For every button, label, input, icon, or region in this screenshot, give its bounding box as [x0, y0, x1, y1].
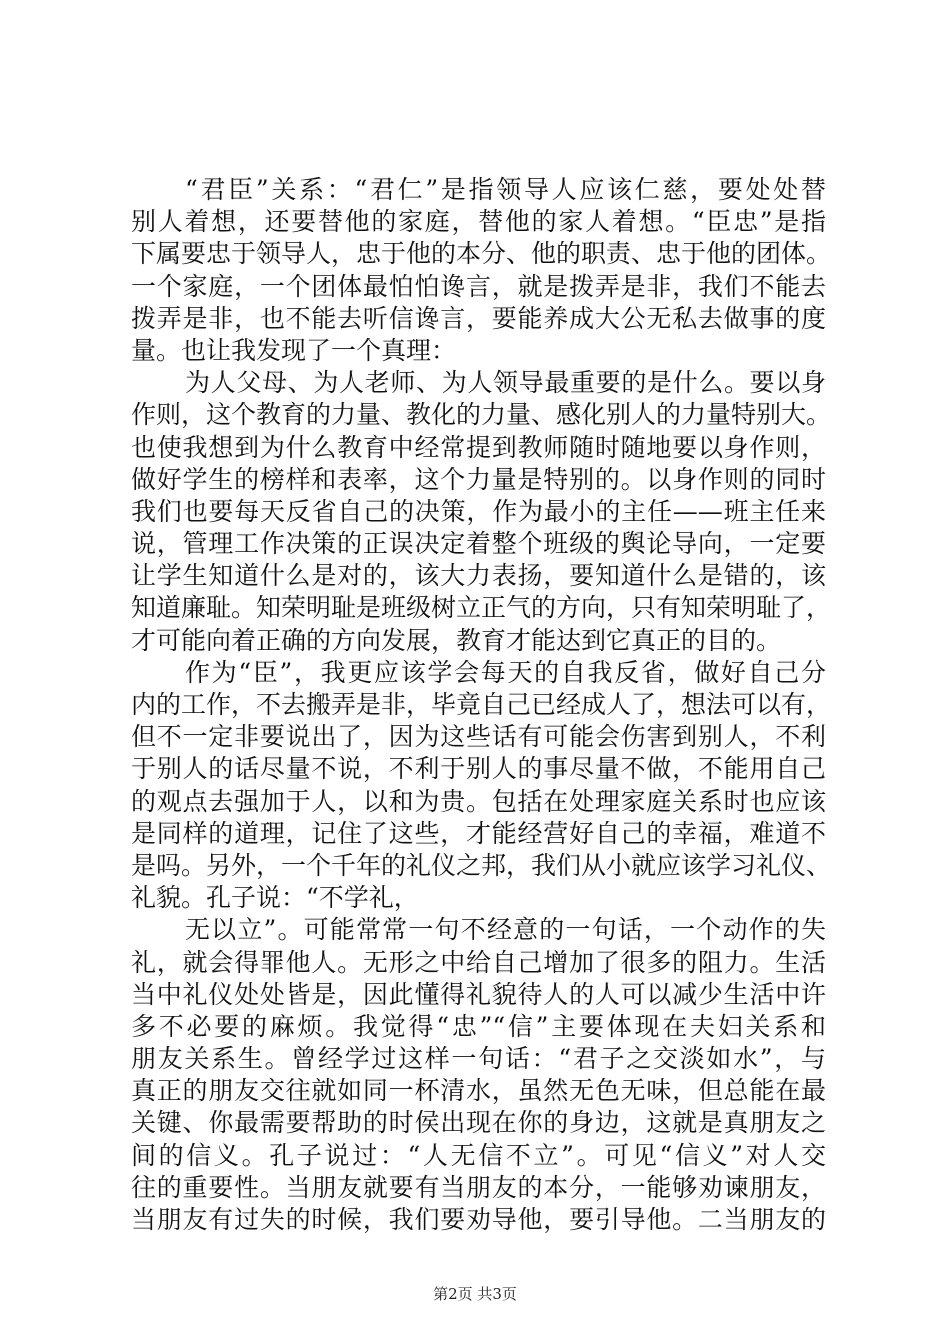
- text-line: 拨弄是非，也不能去听信谗言，要能养成大公无私去做事的度: [131, 303, 826, 333]
- text-line: 才可能向着正确的方向发展，教育才能达到它真正的目的。: [131, 625, 782, 655]
- text-line: 别人着想，还要替他的家庭，替他的家人着想。“臣忠”是指: [131, 207, 826, 237]
- text-line: 我们也要每天反省自己的决策，作为最小的主任——班主任来: [131, 496, 826, 526]
- text-line: 为人父母、为人老师、为人领导最重要的是什么。要以身: [185, 368, 826, 398]
- text-line: 关键、你最需要帮助的时侯出现在你的身边，这就是真朋友之: [131, 1108, 826, 1138]
- text-line: 间的信义。孔子说过：“人无信不立”。可见“信义”对人交: [131, 1140, 826, 1170]
- text-line: 作为“臣”，我更应该学会每天的自我反省，做好自己分: [185, 657, 826, 687]
- text-line: 也使我想到为什么教育中经常提到教师随时随地要以身作则，: [131, 432, 826, 462]
- text-line: 让学生知道什么是对的，该大力表扬，要知道什么是错的，该: [131, 561, 826, 591]
- text-line: 内的工作，不去搬弄是非，毕竟自己已经成人了，想法可以有，: [131, 690, 832, 719]
- text-line: 量。也让我发现了一个真理：: [131, 335, 457, 365]
- page-footer: 第2页 共3页: [433, 1285, 517, 1303]
- text-line: 当朋友有过失的时候，我们要劝导他，要引导他。二当朋友的: [131, 1205, 826, 1234]
- text-line: 说，管理工作决策的正误决定着整个班级的舆论导向，一定要: [131, 529, 826, 559]
- text-line: 作则，这个教育的力量、教化的力量、感化别人的力量特别大。: [131, 400, 832, 430]
- text-line: 但不一定非要说出了，因为这些话有可能会伤害到别人，不利: [131, 722, 826, 752]
- text-line: 当中礼仪处处皆是，因此懂得礼貌待人的人可以减少生活中许: [131, 979, 826, 1009]
- text-line: 一个家庭，一个团体最怕怕谗言，就是拨弄是非，我们不能去: [131, 271, 826, 301]
- body-text: [131, 174, 832, 1236]
- text-line: 无以立”。可能常常一句不经意的一句话，一个动作的失: [185, 915, 826, 945]
- text-line: 知道廉耻。知荣明耻是班级树立正气的方向，只有知荣明耻了，: [131, 593, 832, 623]
- text-line: 的观点去强加于人，以和为贵。包括在处理家庭关系时也应该: [131, 786, 826, 816]
- text-line: 朋友关系生。曾经学过这样一句话：“君子之交淡如水”，与: [131, 1044, 826, 1074]
- text-line: 礼貌。孔子说：“不学礼，: [131, 883, 419, 913]
- text-line: “君臣”关系：“君仁”是指领导人应该仁慈，要处处替: [185, 175, 826, 204]
- text-line: 是吗。另外，一个千年的礼仪之邦，我们从小就应该学习礼仪、: [131, 850, 832, 880]
- text-line: 做好学生的榜样和表率，这个力量是特别的。以身作则的同时: [131, 464, 826, 494]
- text-line: 于别人的话尽量不说，不利于别人的事尽量不做，不能用自己: [131, 754, 826, 784]
- text-line: 礼，就会得罪他人。无形之中给自己增加了很多的阻力。生活: [131, 947, 826, 977]
- text-line: 是同样的道理，记住了这些，才能经营好自己的幸福，难道不: [131, 818, 826, 848]
- text-line: 下属要忠于领导人，忠于他的本分、他的职责、忠于他的团体。: [131, 239, 832, 269]
- text-line: 多不必要的麻烦。我觉得“忠”“信”主要体现在夫妇关系和: [131, 1011, 826, 1041]
- text-line: 真正的朋友交往就如同一杯清水，虽然无色无味，但总能在最: [131, 1076, 826, 1106]
- text-line: 往的重要性。当朋友就要有当朋友的本分，一能够劝谏朋友，: [131, 1172, 826, 1202]
